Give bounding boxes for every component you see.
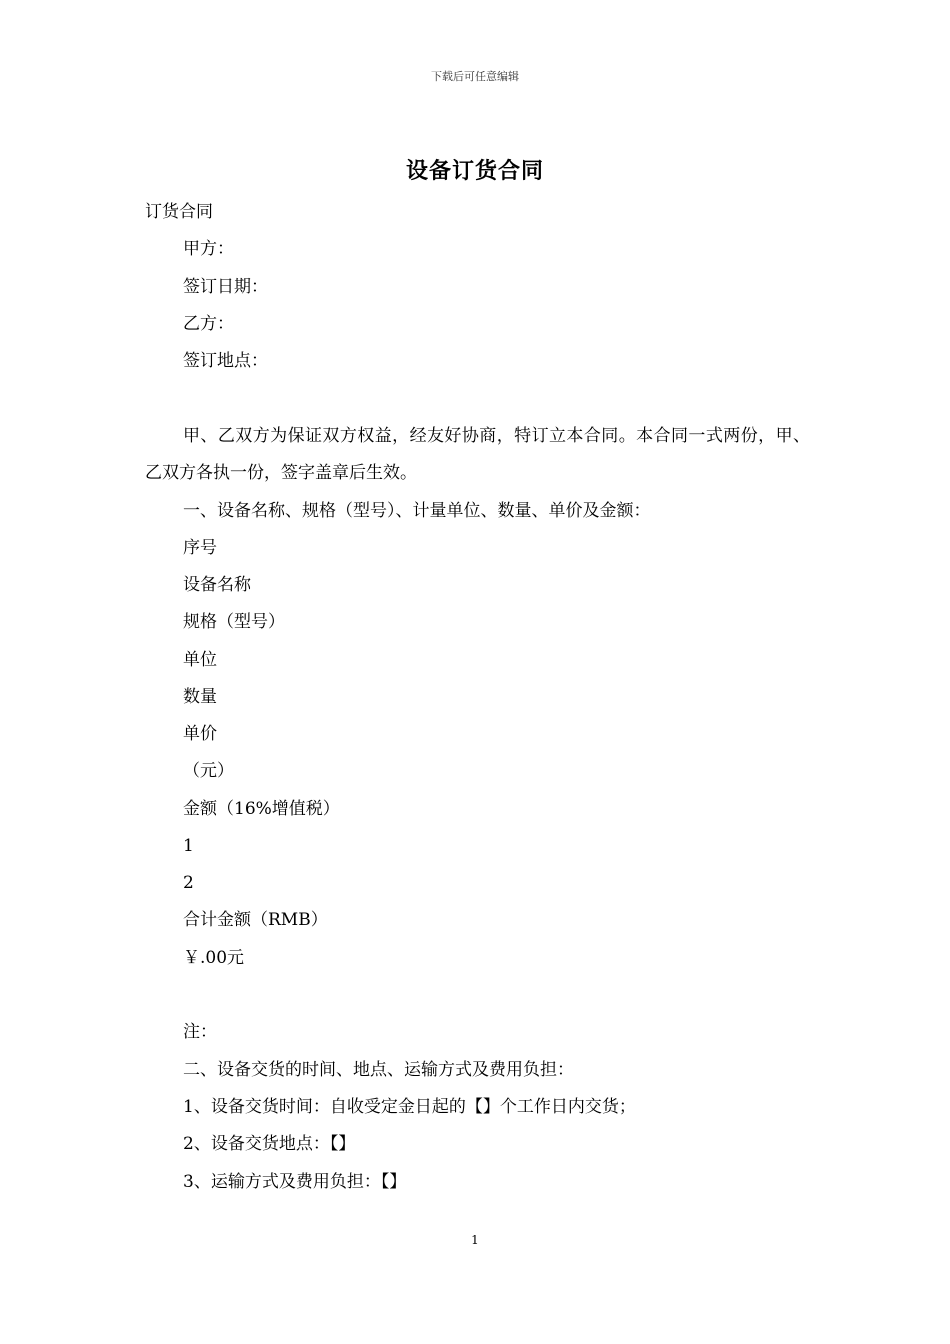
row-number-1: 1 [183,836,194,856]
column-unit-price: 单价 [183,724,217,744]
column-quantity: 数量 [183,687,217,707]
row-number-2: 2 [183,873,194,893]
total-amount-value: ￥.00元 [183,948,245,968]
note-label: 注： [183,1022,217,1042]
header-note: 下载后可任意编辑 [431,70,519,83]
total-amount-label: 合计金额（RMB） [183,910,328,930]
party-a-label: 甲方： [183,239,234,259]
transport-cost-item: 3、运输方式及费用负担：【】 [183,1172,407,1192]
section2-heading: 二、设备交货的时间、地点、运输方式及费用负担： [183,1060,574,1080]
intro-paragraph: 甲、乙双方为保证双方权益，经友好协商，特订立本合同。本合同一式两份，甲、乙双方各执一份，签字盖章后生效。 [145,426,810,483]
column-unit-price-currency: （元） [183,761,234,781]
subtitle: 订货合同 [145,202,213,222]
delivery-time-item: 1、设备交货时间：自收受定金日起的【】个工作日内交货； [183,1097,636,1117]
page-number: 1 [471,1233,479,1247]
column-unit: 单位 [183,650,217,670]
party-b-label: 乙方： [183,314,234,334]
column-device-name: 设备名称 [183,575,251,595]
sign-date-label: 签订日期： [183,277,268,297]
column-serial-no: 序号 [183,538,217,558]
document-title: 设备订货合同 [405,158,544,184]
section1-heading: 一、设备名称、规格（型号）、计量单位、数量、单价及金额： [183,501,651,521]
delivery-place-item: 2、设备交货地点：【】 [183,1134,356,1154]
sign-place-label: 签订地点： [183,351,268,371]
column-amount: 金额（16%增值税） [183,799,340,819]
column-spec: 规格（型号） [183,612,285,632]
